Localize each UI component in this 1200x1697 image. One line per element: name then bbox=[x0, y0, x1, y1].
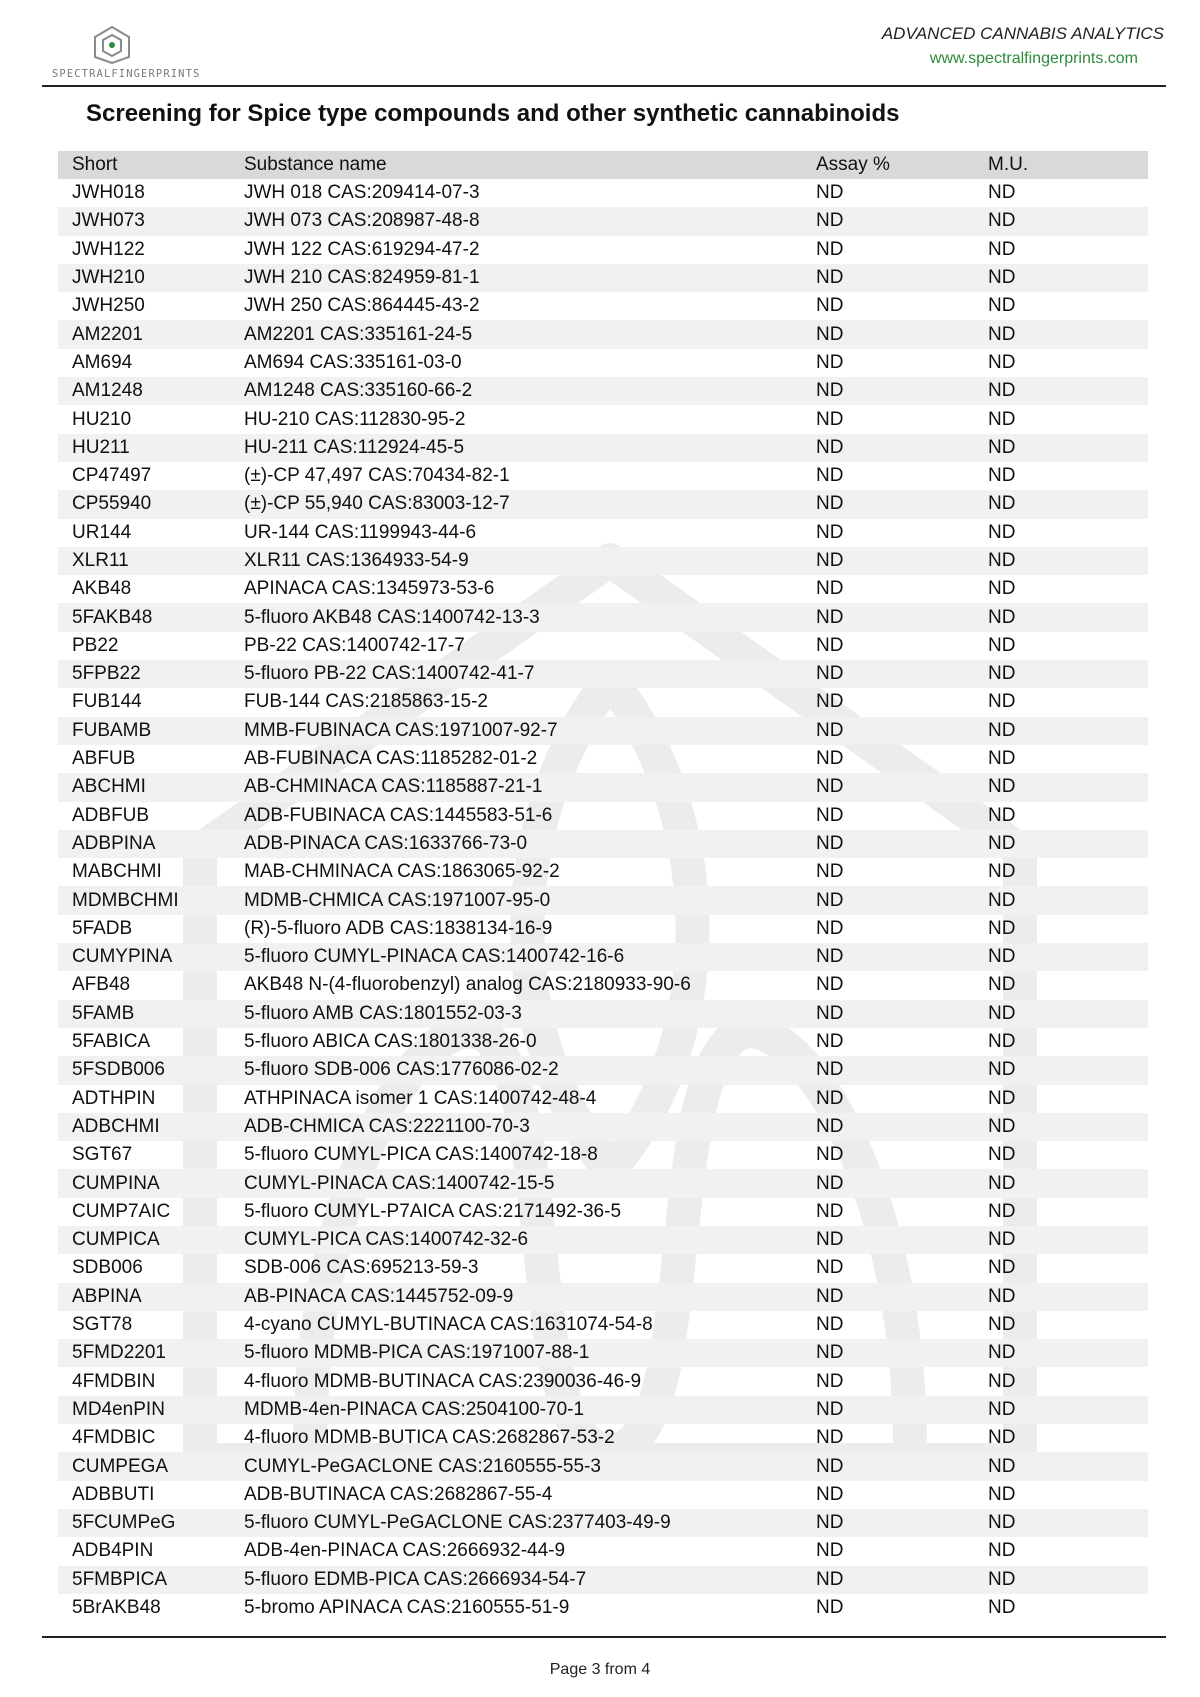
cell-substance-name: CUMYL-PINACA CAS:1400742-15-5 bbox=[244, 1172, 555, 1194]
table-body bbox=[58, 179, 1148, 1622]
cell-short: 5FAMB bbox=[72, 1002, 135, 1024]
table-row bbox=[58, 971, 1148, 999]
cell-assay: ND bbox=[816, 1200, 844, 1222]
cell-mu: ND bbox=[988, 436, 1016, 458]
table-row bbox=[58, 1396, 1148, 1424]
cell-assay: ND bbox=[816, 1455, 844, 1477]
table-row bbox=[58, 745, 1148, 773]
cell-assay: ND bbox=[816, 550, 844, 571]
table-row bbox=[58, 292, 1148, 320]
table-row bbox=[58, 575, 1148, 603]
cell-mu: ND bbox=[988, 1031, 1016, 1053]
footer-divider bbox=[42, 1636, 1166, 1638]
cell-short: 5FCUMPeG bbox=[72, 1512, 176, 1534]
cell-assay: ND bbox=[816, 1512, 844, 1534]
cell-short: ADB4PIN bbox=[72, 1540, 154, 1562]
cell-assay: ND bbox=[816, 1002, 844, 1024]
table-row bbox=[58, 802, 1148, 830]
cell-mu: ND bbox=[988, 1370, 1016, 1392]
cell-mu: ND bbox=[988, 974, 1016, 996]
cell-short: ABFUB bbox=[72, 748, 136, 770]
cell-substance-name: MDMB-4en-PINACA CAS:2504100-70-1 bbox=[244, 1398, 585, 1420]
cell-mu: ND bbox=[988, 323, 1016, 345]
cell-substance-name: 5-fluoro EDMB-PICA CAS:2666934-54-7 bbox=[244, 1568, 587, 1590]
cell-assay: ND bbox=[816, 1087, 844, 1109]
cell-substance-name: 5-fluoro CUMYL-PICA CAS:1400742-18-8 bbox=[244, 1144, 598, 1166]
cell-assay: ND bbox=[816, 1314, 844, 1336]
cell-substance-name: AM1248 CAS:335160-66-2 bbox=[244, 380, 473, 402]
table-row bbox=[58, 264, 1148, 292]
cell-short: ADBBUTI bbox=[72, 1483, 155, 1505]
cell-short: AFB48 bbox=[72, 974, 131, 996]
cell-assay: ND bbox=[816, 1568, 844, 1590]
cell-short: ABPINA bbox=[72, 1285, 142, 1307]
cell-substance-name: XLR11 CAS:1364933-54-9 bbox=[244, 550, 469, 571]
table-row bbox=[58, 1367, 1148, 1395]
table-row bbox=[58, 462, 1148, 490]
table-row bbox=[58, 1254, 1148, 1282]
cell-mu: ND bbox=[988, 267, 1016, 289]
cell-mu: ND bbox=[988, 182, 1016, 204]
cell-mu: ND bbox=[988, 946, 1016, 968]
cell-assay: ND bbox=[816, 606, 844, 628]
cell-short: MDMBCHMI bbox=[72, 889, 179, 911]
cell-assay: ND bbox=[816, 832, 844, 854]
cell-short: FUBAMB bbox=[72, 719, 152, 741]
cell-mu: ND bbox=[988, 1398, 1016, 1420]
cell-short: FUB144 bbox=[72, 691, 142, 713]
cell-mu: ND bbox=[988, 1229, 1016, 1251]
cell-assay: ND bbox=[816, 946, 844, 968]
cell-mu: ND bbox=[988, 550, 1016, 571]
cell-substance-name: ADB-4en-PINACA CAS:2666932-44-9 bbox=[244, 1540, 566, 1562]
cell-mu: ND bbox=[988, 889, 1016, 911]
table-row bbox=[58, 1226, 1148, 1254]
cell-short: CP47497 bbox=[72, 465, 152, 487]
molecule-hexagon-icon bbox=[89, 24, 135, 64]
cell-mu: ND bbox=[988, 917, 1016, 939]
cell-short: 5FAKB48 bbox=[72, 606, 153, 628]
page-header bbox=[0, 0, 1200, 90]
cell-substance-name: APINACA CAS:1345973-53-6 bbox=[244, 578, 495, 600]
cell-assay: ND bbox=[816, 974, 844, 996]
table-row bbox=[58, 1198, 1148, 1226]
cell-mu: ND bbox=[988, 238, 1016, 260]
cell-substance-name: 5-bromo APINACA CAS:2160555-51-9 bbox=[244, 1596, 570, 1618]
cell-short: CUMPINA bbox=[72, 1172, 160, 1194]
cell-mu: ND bbox=[988, 1596, 1016, 1618]
cell-mu: ND bbox=[988, 776, 1016, 798]
cell-substance-name: 5-fluoro CUMYL-PINACA CAS:1400742-16-6 bbox=[244, 946, 625, 968]
cell-assay: ND bbox=[816, 351, 844, 373]
cell-assay: ND bbox=[816, 663, 844, 685]
cell-mu: ND bbox=[988, 663, 1016, 685]
cell-assay: ND bbox=[816, 210, 844, 232]
logo-text: SPECTRALFINGERPRINTS bbox=[52, 68, 201, 80]
cell-assay: ND bbox=[816, 1257, 844, 1279]
cell-short: PB22 bbox=[72, 634, 119, 656]
table-row bbox=[58, 1169, 1148, 1197]
table-row bbox=[58, 1537, 1148, 1565]
cell-substance-name: JWH 250 CAS:864445-43-2 bbox=[244, 295, 480, 317]
cell-mu: ND bbox=[988, 634, 1016, 656]
cell-substance-name: 5-fluoro AKB48 CAS:1400742-13-3 bbox=[244, 606, 540, 628]
cell-mu: ND bbox=[988, 748, 1016, 770]
table-row bbox=[58, 1283, 1148, 1311]
cell-substance-name: 5-fluoro PB-22 CAS:1400742-41-7 bbox=[244, 663, 535, 685]
cell-assay: ND bbox=[816, 889, 844, 911]
cell-substance-name: FUB-144 CAS:2185863-15-2 bbox=[244, 691, 488, 713]
table-row bbox=[58, 632, 1148, 660]
cell-short: SGT67 bbox=[72, 1144, 133, 1166]
cell-short: JWH018 bbox=[72, 182, 145, 204]
cell-substance-name: AB-CHMINACA CAS:1185887-21-1 bbox=[244, 776, 543, 798]
cell-assay: ND bbox=[816, 804, 844, 826]
cell-substance-name: AB-FUBINACA CAS:1185282-01-2 bbox=[244, 748, 538, 770]
cell-short: 5FADB bbox=[72, 917, 133, 939]
cell-assay: ND bbox=[816, 1398, 844, 1420]
cell-assay: ND bbox=[816, 182, 844, 204]
cell-assay: ND bbox=[816, 748, 844, 770]
cell-assay: ND bbox=[816, 1342, 844, 1364]
cell-short: HU210 bbox=[72, 408, 132, 430]
cell-mu: ND bbox=[988, 1257, 1016, 1279]
cell-mu: ND bbox=[988, 1200, 1016, 1222]
cell-substance-name: 5-fluoro MDMB-PICA CAS:1971007-88-1 bbox=[244, 1342, 590, 1364]
table-row bbox=[58, 603, 1148, 631]
cell-substance-name: (±)-CP 47,497 CAS:70434-82-1 bbox=[244, 465, 510, 487]
cell-mu: ND bbox=[988, 1285, 1016, 1307]
cell-mu: ND bbox=[988, 351, 1016, 373]
column-header-mu: M.U. bbox=[988, 154, 1029, 175]
table-row bbox=[58, 1141, 1148, 1169]
cell-short: CUMYPINA bbox=[72, 946, 173, 968]
cell-substance-name: MAB-CHMINACA CAS:1863065-92-2 bbox=[244, 861, 560, 883]
cell-substance-name: AKB48 N-(4-fluorobenzyl) analog CAS:2180933-90-6 bbox=[244, 974, 691, 996]
table-row bbox=[58, 773, 1148, 801]
cell-short: UR144 bbox=[72, 521, 132, 543]
cell-assay: ND bbox=[816, 1285, 844, 1307]
cell-substance-name: 5-fluoro AMB CAS:1801552-03-3 bbox=[244, 1002, 522, 1024]
cell-mu: ND bbox=[988, 691, 1016, 713]
page-title: Screening for Spice type compounds and other synthetic cannabinoids bbox=[86, 100, 900, 127]
cell-short: AM2201 bbox=[72, 323, 143, 345]
cell-mu: ND bbox=[988, 861, 1016, 883]
cell-assay: ND bbox=[816, 578, 844, 600]
table-row bbox=[58, 830, 1148, 858]
cell-mu: ND bbox=[988, 719, 1016, 741]
table-row bbox=[58, 1509, 1148, 1537]
cell-mu: ND bbox=[988, 380, 1016, 402]
cell-short: SDB006 bbox=[72, 1257, 143, 1279]
cell-short: JWH210 bbox=[72, 267, 145, 289]
table-row bbox=[58, 1452, 1148, 1480]
table-row bbox=[58, 1000, 1148, 1028]
table-row bbox=[58, 236, 1148, 264]
table-row bbox=[58, 179, 1148, 207]
cell-substance-name: JWH 122 CAS:619294-47-2 bbox=[244, 238, 480, 260]
table-row bbox=[58, 1056, 1148, 1084]
table-row bbox=[58, 320, 1148, 348]
cell-mu: ND bbox=[988, 832, 1016, 854]
cell-substance-name: 5-fluoro ABICA CAS:1801338-26-0 bbox=[244, 1031, 537, 1053]
cell-substance-name: 4-fluoro MDMB-BUTICA CAS:2682867-53-2 bbox=[244, 1427, 615, 1449]
cell-mu: ND bbox=[988, 1483, 1016, 1505]
cell-short: 5FPB22 bbox=[72, 663, 141, 685]
cell-assay: ND bbox=[816, 776, 844, 798]
cell-short: 5BrAKB48 bbox=[72, 1596, 161, 1618]
table-row bbox=[58, 405, 1148, 433]
cell-substance-name: PB-22 CAS:1400742-17-7 bbox=[244, 634, 465, 656]
cell-short: CUMPICA bbox=[72, 1229, 160, 1251]
cell-substance-name: ADB-PINACA CAS:1633766-73-0 bbox=[244, 832, 528, 854]
column-header-short: Short bbox=[72, 154, 118, 175]
cell-assay: ND bbox=[816, 521, 844, 543]
cell-assay: ND bbox=[816, 323, 844, 345]
cell-short: 5FABICA bbox=[72, 1031, 151, 1053]
table-row bbox=[58, 1028, 1148, 1056]
cell-substance-name: UR-144 CAS:1199943-44-6 bbox=[244, 521, 477, 543]
cell-short: CP55940 bbox=[72, 493, 152, 515]
cell-substance-name: SDB-006 CAS:695213-59-3 bbox=[244, 1257, 479, 1279]
cell-assay: ND bbox=[816, 267, 844, 289]
cell-mu: ND bbox=[988, 1314, 1016, 1336]
cell-mu: ND bbox=[988, 408, 1016, 430]
cell-mu: ND bbox=[988, 493, 1016, 515]
cell-short: JWH250 bbox=[72, 295, 145, 317]
table-row bbox=[58, 207, 1148, 235]
cell-substance-name: AM2201 CAS:335161-24-5 bbox=[244, 323, 473, 345]
cell-substance-name: 4-cyano CUMYL-BUTINACA CAS:1631074-54-8 bbox=[244, 1314, 653, 1336]
table-row bbox=[58, 858, 1148, 886]
table-row bbox=[58, 688, 1148, 716]
cell-assay: ND bbox=[816, 917, 844, 939]
cell-assay: ND bbox=[816, 1144, 844, 1166]
cell-short: ADBCHMI bbox=[72, 1115, 160, 1137]
table-row bbox=[58, 943, 1148, 971]
cell-assay: ND bbox=[816, 380, 844, 402]
cell-short: 5FMD2201 bbox=[72, 1342, 166, 1364]
cell-substance-name: ADB-FUBINACA CAS:1445583-51-6 bbox=[244, 804, 553, 826]
cell-substance-name: ATHPINACA isomer 1 CAS:1400742-48-4 bbox=[244, 1087, 597, 1109]
table-row bbox=[58, 1311, 1148, 1339]
cell-substance-name: CUMYL-PICA CAS:1400742-32-6 bbox=[244, 1229, 529, 1251]
company-logo bbox=[52, 24, 201, 80]
table-header-row bbox=[58, 151, 1148, 179]
cell-mu: ND bbox=[988, 1059, 1016, 1081]
cell-short: 4FMDBIN bbox=[72, 1370, 156, 1392]
cell-substance-name: JWH 210 CAS:824959-81-1 bbox=[244, 267, 480, 289]
cell-short: HU211 bbox=[72, 436, 130, 458]
cell-mu: ND bbox=[988, 521, 1016, 543]
cell-short: ABCHMI bbox=[72, 776, 146, 798]
cell-short: CUMPEGA bbox=[72, 1455, 169, 1477]
cell-short: 4FMDBIC bbox=[72, 1427, 156, 1449]
cell-substance-name: 4-fluoro MDMB-BUTINACA CAS:2390036-46-9 bbox=[244, 1370, 642, 1392]
cell-mu: ND bbox=[988, 1568, 1016, 1590]
cell-substance-name: CUMYL-PeGACLONE CAS:2160555-55-3 bbox=[244, 1455, 601, 1477]
cell-substance-name: MMB-FUBINACA CAS:1971007-92-7 bbox=[244, 719, 558, 741]
cell-assay: ND bbox=[816, 1115, 844, 1137]
cell-short: 5FSDB006 bbox=[72, 1059, 165, 1081]
table-row bbox=[58, 377, 1148, 405]
cell-short: MD4enPIN bbox=[72, 1398, 165, 1420]
cell-assay: ND bbox=[816, 1031, 844, 1053]
cell-mu: ND bbox=[988, 1087, 1016, 1109]
results-table bbox=[58, 151, 1148, 1622]
cell-substance-name: 5-fluoro SDB-006 CAS:1776086-02-2 bbox=[244, 1059, 559, 1081]
cell-substance-name: ADB-BUTINACA CAS:2682867-55-4 bbox=[244, 1483, 553, 1505]
cell-mu: ND bbox=[988, 1115, 1016, 1137]
cell-short: ADBFUB bbox=[72, 804, 150, 826]
cell-substance-name: AM694 CAS:335161-03-0 bbox=[244, 351, 462, 373]
cell-mu: ND bbox=[988, 1002, 1016, 1024]
cell-short: MABCHMI bbox=[72, 861, 162, 883]
cell-short: SGT78 bbox=[72, 1314, 133, 1336]
cell-mu: ND bbox=[988, 1427, 1016, 1449]
cell-short: ADBPINA bbox=[72, 832, 156, 854]
table-row bbox=[58, 519, 1148, 547]
cell-assay: ND bbox=[816, 295, 844, 317]
cell-substance-name: AB-PINACA CAS:1445752-09-9 bbox=[244, 1285, 514, 1307]
cell-substance-name: HU-210 CAS:112830-95-2 bbox=[244, 408, 466, 430]
cell-substance-name: MDMB-CHMICA CAS:1971007-95-0 bbox=[244, 889, 551, 911]
cell-mu: ND bbox=[988, 804, 1016, 826]
cell-short: XLR11 bbox=[72, 550, 129, 571]
table-row bbox=[58, 1566, 1148, 1594]
cell-substance-name: 5-fluoro CUMYL-PeGACLONE CAS:2377403-49-9 bbox=[244, 1512, 671, 1534]
table-row bbox=[58, 1339, 1148, 1367]
cell-mu: ND bbox=[988, 1540, 1016, 1562]
table-row bbox=[58, 717, 1148, 745]
cell-short: AM1248 bbox=[72, 380, 143, 402]
table-row bbox=[58, 660, 1148, 688]
column-header-assay: Assay % bbox=[816, 154, 890, 175]
cell-assay: ND bbox=[816, 436, 844, 458]
cell-assay: ND bbox=[816, 634, 844, 656]
table-row bbox=[58, 434, 1148, 462]
cell-mu: ND bbox=[988, 295, 1016, 317]
cell-substance-name: HU-211 CAS:112924-45-5 bbox=[244, 436, 465, 458]
cell-mu: ND bbox=[988, 465, 1016, 487]
cell-substance-name: ADB-CHMICA CAS:2221100-70-3 bbox=[244, 1115, 530, 1137]
table-row bbox=[58, 490, 1148, 518]
table-row bbox=[58, 1113, 1148, 1141]
cell-assay: ND bbox=[816, 1483, 844, 1505]
cell-assay: ND bbox=[816, 465, 844, 487]
cell-assay: ND bbox=[816, 691, 844, 713]
cell-assay: ND bbox=[816, 1427, 844, 1449]
header-divider bbox=[42, 85, 1166, 87]
table-row bbox=[58, 1594, 1148, 1622]
cell-short: JWH073 bbox=[72, 210, 145, 232]
cell-mu: ND bbox=[988, 1342, 1016, 1364]
cell-assay: ND bbox=[816, 1370, 844, 1392]
table-row bbox=[58, 1481, 1148, 1509]
cell-assay: ND bbox=[816, 1229, 844, 1251]
cell-substance-name: (R)-5-fluoro ADB CAS:1838134-16-9 bbox=[244, 917, 553, 939]
cell-short: AM694 bbox=[72, 351, 133, 373]
page-number: Page 3 from 4 bbox=[549, 1661, 651, 1678]
cell-assay: ND bbox=[816, 238, 844, 260]
column-header-substance: Substance name bbox=[244, 154, 387, 175]
cell-assay: ND bbox=[816, 493, 844, 515]
cell-mu: ND bbox=[988, 1144, 1016, 1166]
cell-substance-name: JWH 073 CAS:208987-48-8 bbox=[244, 210, 480, 232]
cell-mu: ND bbox=[988, 1455, 1016, 1477]
table-row bbox=[58, 915, 1148, 943]
table-row bbox=[58, 886, 1148, 914]
cell-mu: ND bbox=[988, 606, 1016, 628]
cell-short: JWH122 bbox=[72, 238, 145, 260]
cell-assay: ND bbox=[816, 861, 844, 883]
table-row bbox=[58, 1424, 1148, 1452]
cell-short: AKB48 bbox=[72, 578, 132, 600]
cell-assay: ND bbox=[816, 408, 844, 430]
company-name: ADVANCED CANNABIS ANALYTICS bbox=[881, 24, 1164, 43]
table-row bbox=[58, 349, 1148, 377]
cell-substance-name: (±)-CP 55,940 CAS:83003-12-7 bbox=[244, 493, 510, 515]
cell-short: 5FMBPICA bbox=[72, 1568, 168, 1590]
cell-short: CUMP7AIC bbox=[72, 1200, 171, 1222]
cell-mu: ND bbox=[988, 578, 1016, 600]
cell-assay: ND bbox=[816, 1059, 844, 1081]
cell-substance-name: 5-fluoro CUMYL-P7AICA CAS:2171492-36-5 bbox=[244, 1200, 622, 1222]
cell-short: ADTHPIN bbox=[72, 1087, 156, 1109]
cell-assay: ND bbox=[816, 1596, 844, 1618]
table-row bbox=[58, 547, 1148, 575]
cell-mu: ND bbox=[988, 1512, 1016, 1534]
cell-assay: ND bbox=[816, 1540, 844, 1562]
table-row bbox=[58, 1085, 1148, 1113]
cell-assay: ND bbox=[816, 719, 844, 741]
cell-mu: ND bbox=[988, 210, 1016, 232]
cell-substance-name: JWH 018 CAS:209414-07-3 bbox=[244, 182, 480, 204]
cell-mu: ND bbox=[988, 1172, 1016, 1194]
cell-assay: ND bbox=[816, 1172, 844, 1194]
website-link[interactable]: www.spectralfingerprints.com bbox=[929, 50, 1138, 67]
